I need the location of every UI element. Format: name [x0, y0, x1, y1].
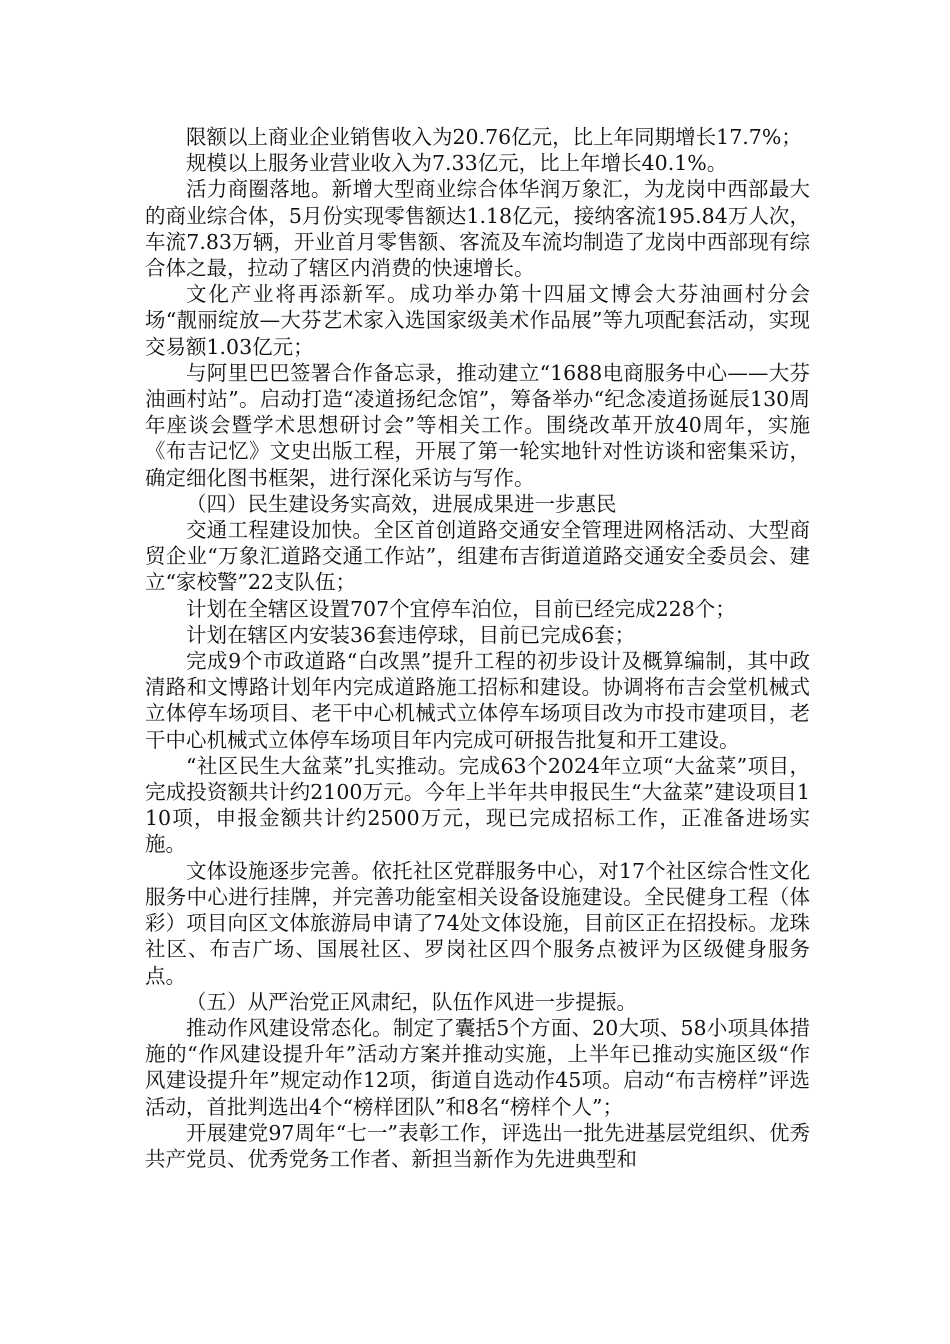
- paragraph-community-projects: “社区民生大盆菜”扎实推动。完成63个2024年立项“大盆菜”项目，完成投资额共计约2100万元。今年上半年共申报民生“大盆菜”建设项目110项，申报金额共计约2500万元，现已完成招标工作，正准备进场实施。: [145, 753, 810, 857]
- section-heading-party-discipline: （五）从严治党正风肃纪，队伍作风进一步提振。: [186, 989, 637, 1014]
- paragraph-sales-revenue: 限额以上商业企业销售收入为20.76亿元，比上年同期增长17.7%；: [186, 125, 802, 149]
- paragraph-road-upgrade: 完成9个市政道路“白改黑”提升工程的初步设计及概算编制，其中政清路和文博路计划年内完成道路施工招标和建设。协调将布吉会堂机械式立体停车场项目、老干中心机械式立体停车场项目改为市投市建项目，老干中心机械式立体停车场项目年内完成可研报告批复和开工建设。: [145, 649, 810, 752]
- paragraph-traffic-construction: 交通工程建设加快。全区首创道路交通安全管理进网格活动、大型商贸企业“万象汇道路交通工作站”，组建布吉街道道路交通安全委员会、建立“家校警”22支队伍；: [145, 518, 810, 595]
- paragraph-cultural-industry: 文化产业将再添新军。成功举办第十四届文博会大芬油画村分会场“靓丽绽放—大芬艺术家入选国家级美术作品展”等九项配套活动，实现交易额1.03亿元；: [145, 282, 810, 359]
- document-body: [145, 124, 810, 1172]
- paragraph-parking-spaces: 计划在全辖区设置707个宜停车泊位，目前已经完成228个；: [186, 596, 736, 621]
- paragraph-sports-facilities: 文体设施逐步完善。依托社区党群服务中心，对17个社区综合性文化服务中心进行挂牌，并完善功能室相关设备设施建设。全民健身工程（体彩）项目向区文体旅游局申请了74处文体设施，目前区正在招投标。龙珠社区、布吉广场、国展社区、罗岗社区四个服务点被评为区级健身服务点。: [145, 858, 810, 988]
- section-heading-livelihood: （四）民生建设务实高效，进展成果进一步惠民: [186, 491, 617, 516]
- paragraph-business-district: 活力商圈落地。新增大型商业综合体华润万象汇，为龙岗中西部最大的商业综合体，5月份实现零售额达1.18亿元，接纳客流195.84万人次，车流7.83万辆，开业首月零售额、客流及车流均制造了龙岗中西部现有综合体之最，拉动了辖区内消费的快速增长。: [145, 177, 810, 281]
- paragraph-service-revenue: 规模以上服务业营业收入为7.33亿元，比上年增长40.1%。: [186, 151, 728, 176]
- paragraph-work-style: 推动作风建设常态化。制定了囊括5个方面、20大项、58小项具体措施的“作风建设提升年”活动方案并推动实施，上半年已推动实施区级“作风建设提升年”规定动作12项，街道自选动作45项。启动“布吉榜样”评选活动，首批判选出4个“榜样团队”和8名“榜样个人”；: [145, 1015, 810, 1119]
- paragraph-party-commendation: 开展建党97周年“七一”表彰工作，评选出一批先进基层党组织、优秀共产党员、优秀党务工作者、新担当新作为先进典型和: [145, 1120, 810, 1171]
- paragraph-parking-cameras: 计划在辖区内安装36套违停球，目前已完成6套；: [186, 622, 636, 647]
- paragraph-alibaba-cooperation: 与阿里巴巴签署合作备忘录，推动建立“1688电商服务中心——大芬油画村站”。启动打造“凌道扬纪念馆”，筹备举办“纪念凌道扬诞辰130周年座谈会暨学术思想研讨会”等相关工作。围绕改革开放40周年，实施《布吉记忆》文史出版工程，开展了第一轮实地针对性访谈和密集采访，确定细化图书框架，进行深化采访与写作。: [145, 360, 810, 490]
